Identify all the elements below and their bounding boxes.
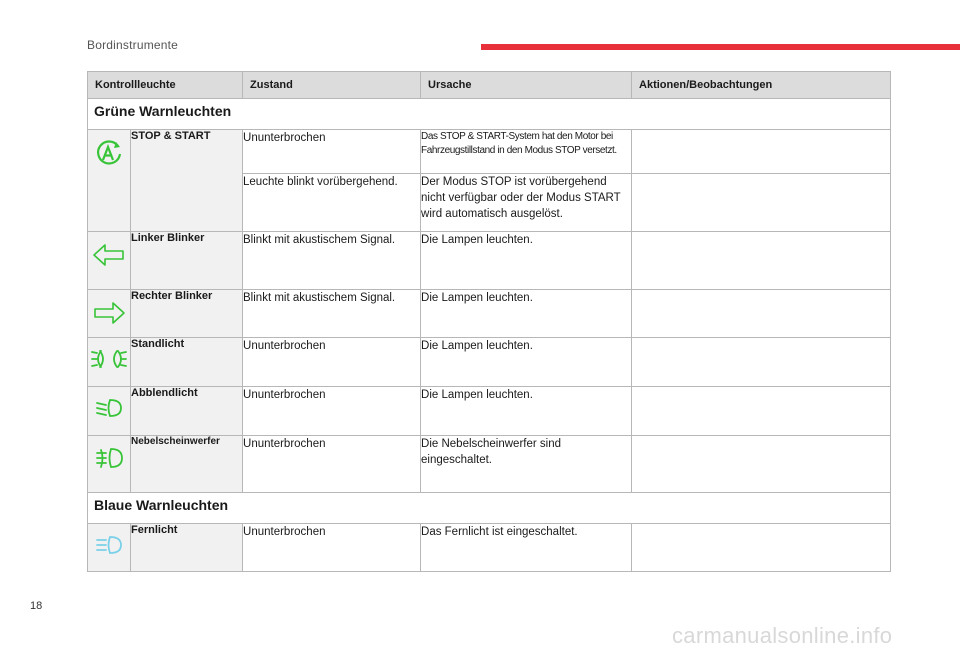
light-name: Standlicht: [131, 338, 243, 387]
column-header: Aktionen/Beobachtungen: [632, 72, 891, 99]
cause-cell: Der Modus STOP ist vorübergehend nicht verfügbar oder der Modus START wird automatisch ausgelöst.: [421, 174, 632, 232]
icon-cell: [88, 436, 131, 493]
state-cell: Blinkt mit akustischem Signal.: [243, 290, 421, 338]
action-cell: [632, 387, 891, 436]
table-row: [88, 338, 891, 387]
light-name: Linker Blinker: [131, 232, 243, 290]
section-title: Bordinstrumente: [87, 38, 179, 52]
action-cell: [632, 130, 891, 174]
action-cell: [632, 524, 891, 572]
table-row: [88, 436, 891, 493]
cause-cell: Das Fernlicht ist eingeschaltet.: [421, 524, 632, 572]
icon-cell: [88, 338, 131, 387]
column-header: Ursache: [421, 72, 632, 99]
light-name: Rechter Blinker: [131, 290, 243, 338]
state-cell: Ununterbrochen: [243, 387, 421, 436]
header-accent-bar: [481, 44, 960, 50]
icon-cell: [88, 524, 131, 572]
icon-cell: [88, 290, 131, 338]
table-row: [88, 524, 891, 572]
column-header: Kontrollleuchte: [88, 72, 243, 99]
cause-cell: Die Nebelscheinwerfer sind eingeschaltet.: [421, 436, 632, 493]
light-name: Nebelscheinwerfer: [131, 436, 243, 493]
dipped-beam-icon: [94, 397, 124, 422]
left-arrow-icon: [92, 242, 126, 271]
table-header-row: [88, 72, 891, 99]
cause-cell: Die Lampen leuchten.: [421, 387, 632, 436]
cause-cell: Die Lampen leuchten.: [421, 338, 632, 387]
group-row: [88, 493, 891, 524]
light-name: Abblendlicht: [131, 387, 243, 436]
stop-start-icon: [94, 140, 124, 171]
cause-cell: Das STOP & START-System hat den Motor bei Fahrzeugstillstand in den Modus STOP versetzt.: [421, 130, 632, 174]
group-title: Grüne Warnleuchten: [88, 99, 891, 130]
light-name: STOP & START: [131, 130, 243, 232]
right-arrow-icon: [92, 300, 126, 329]
state-cell: Leuchte blinkt vorübergehend.: [243, 174, 421, 232]
action-cell: [632, 290, 891, 338]
table-row: [88, 232, 891, 290]
state-cell: Ununterbrochen: [243, 338, 421, 387]
state-cell: Ununterbrochen: [243, 130, 421, 174]
fog-light-icon: [94, 446, 124, 473]
icon-cell: [88, 130, 131, 232]
main-beam-icon: [94, 534, 124, 559]
light-name: Fernlicht: [131, 524, 243, 572]
group-title: Blaue Warnleuchten: [88, 493, 891, 524]
state-cell: Ununterbrochen: [243, 524, 421, 572]
page-number: 18: [30, 600, 43, 612]
table-row: [88, 290, 891, 338]
action-cell: [632, 436, 891, 493]
action-cell: [632, 174, 891, 232]
icon-cell: [88, 232, 131, 290]
state-cell: Blinkt mit akustischem Signal.: [243, 232, 421, 290]
table-row: [88, 387, 891, 436]
action-cell: [632, 232, 891, 290]
cause-cell: Die Lampen leuchten.: [421, 232, 632, 290]
watermark: carmanualsonline.info: [672, 623, 893, 648]
action-cell: [632, 338, 891, 387]
column-header: Zustand: [243, 72, 421, 99]
warning-lights-table: [87, 71, 891, 572]
cause-cell: Die Lampen leuchten.: [421, 290, 632, 338]
group-row: [88, 99, 891, 130]
state-cell: Ununterbrochen: [243, 436, 421, 493]
side-lights-icon: [91, 348, 127, 373]
table-row: [88, 130, 891, 174]
icon-cell: [88, 387, 131, 436]
